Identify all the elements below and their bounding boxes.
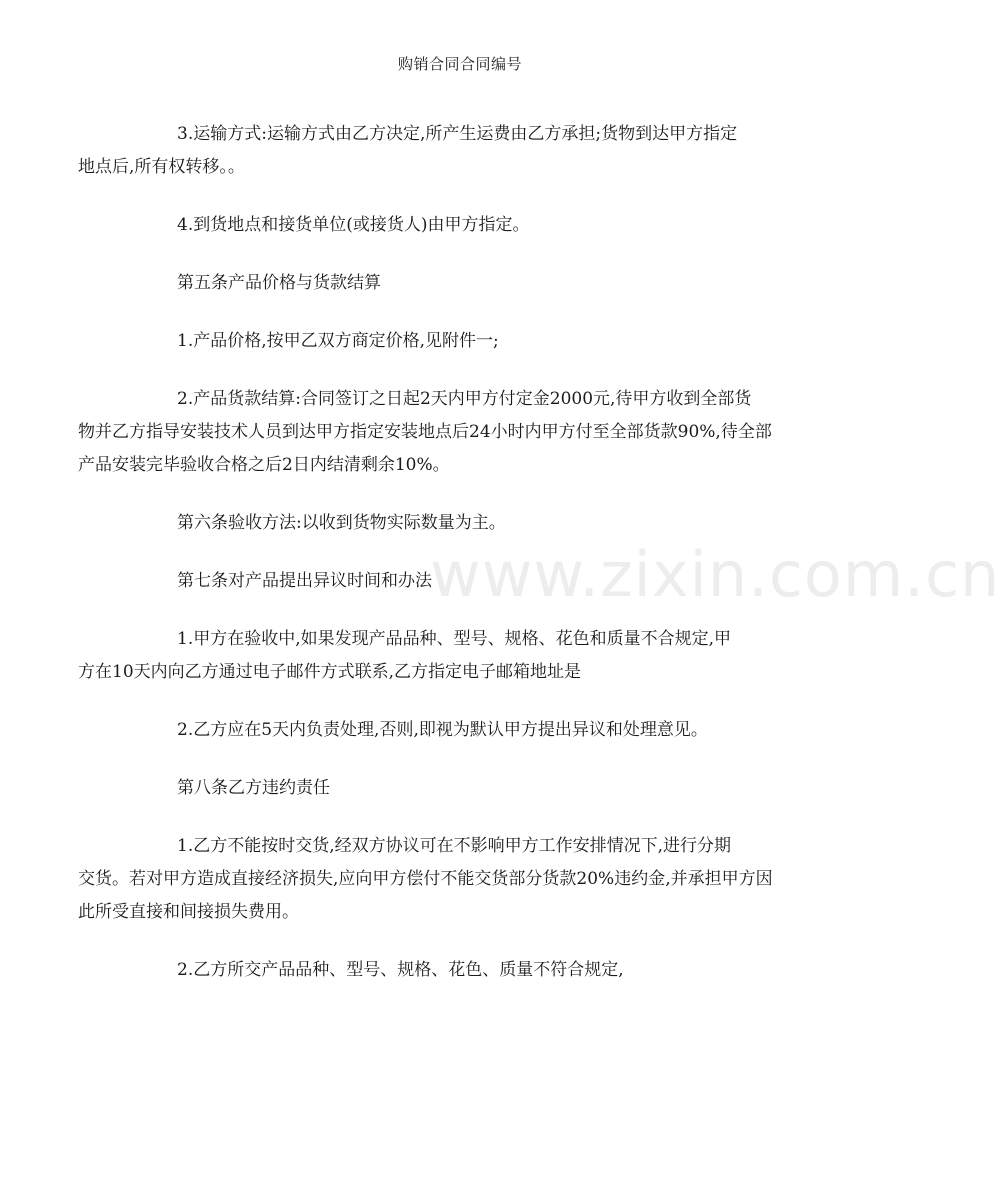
paragraph-line: 2.乙方应在5天内负责处理,否则,即视为默认甲方提出异议和处理意见。 — [177, 720, 708, 740]
section-heading-article-8 — [177, 772, 787, 805]
paragraph-line: 3.运输方式:运输方式由乙方决定,所产生运费由乙方承担;货物到达甲方指定 — [177, 124, 738, 144]
paragraph-seller-response — [177, 714, 787, 747]
paragraph-product-price — [177, 325, 787, 358]
paragraph-line: 1.产品价格,按甲乙双方商定价格,见附件一; — [177, 331, 499, 351]
document-header: 购销合同合同编号 — [397, 55, 522, 73]
section-heading-article-7 — [177, 565, 787, 598]
paragraph-delivery-location — [177, 209, 787, 242]
paragraph-payment-settlement — [78, 383, 787, 482]
section-heading: 第五条产品价格与货款结算 — [177, 273, 381, 293]
section-heading: 第六条验收方法:以收到货物实际数量为主。 — [177, 513, 506, 533]
paragraph-line: 2.产品货款结算:合同签订之日起2天内甲方付定金2000元,待甲方收到全部货 — [177, 389, 752, 409]
paragraph-transport-method — [78, 118, 787, 184]
paragraph-nonconforming-goods — [177, 954, 787, 987]
document-body — [78, 118, 787, 1012]
paragraph-late-delivery — [78, 830, 787, 929]
paragraph-line: 2.乙方所交产品品种、型号、规格、花色、质量不符合规定, — [177, 960, 624, 980]
paragraph-line: 1.甲方在验收中,如果发现产品品种、型号、规格、花色和质量不合规定,甲 — [177, 629, 732, 649]
paragraph-continuation: 物并乙方指导安装技术人员到达甲方指定安装地点后24小时内甲方付至全部货款90%,待全部产品安装完毕验收合格之后2日内结清剩余10%。 — [78, 422, 772, 475]
section-heading: 第七条对产品提出异议时间和办法 — [177, 571, 432, 591]
paragraph-continuation: 方在10天内向乙方通过电子邮件方式联系,乙方指定电子邮箱地址是 — [78, 662, 582, 682]
paragraph-line: 4.到货地点和接货单位(或接货人)由甲方指定。 — [177, 215, 530, 235]
section-heading: 第八条乙方违约责任 — [177, 778, 330, 798]
section-heading-article-5 — [177, 267, 787, 300]
paragraph-continuation: 地点后,所有权转移。。 — [78, 157, 245, 177]
watermark: www.zixin.com.cn — [430, 538, 1000, 611]
paragraph-continuation: 交货。若对甲方造成直接经济损失,应向甲方偿付不能交货部分货款20%违约金,并承担甲方因此所受直接和间接损失费用。 — [78, 869, 773, 922]
section-heading-article-6 — [177, 507, 787, 540]
paragraph-line: 1.乙方不能按时交货,经双方协议可在不影响甲方工作安排情况下,进行分期 — [177, 836, 732, 856]
paragraph-objection-notice — [78, 623, 787, 689]
